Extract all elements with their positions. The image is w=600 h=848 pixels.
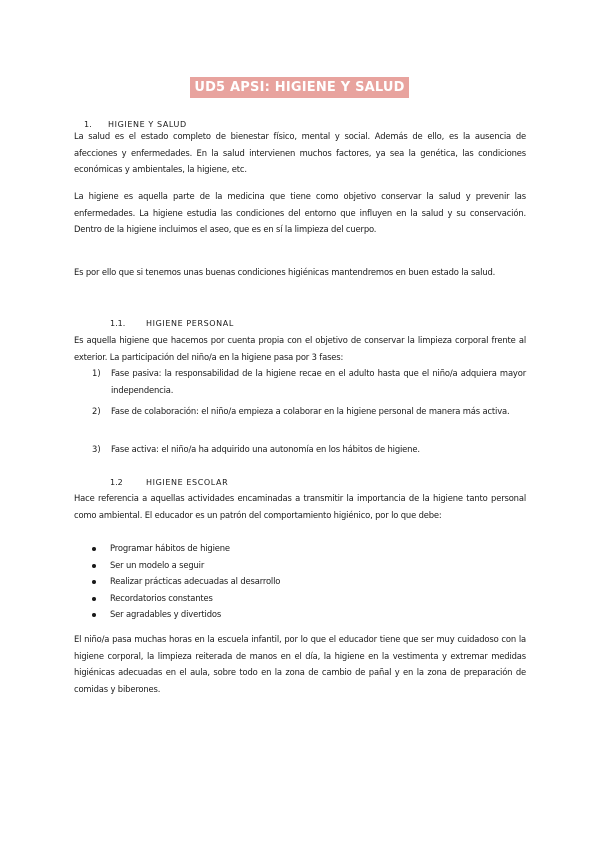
subsection-heading: HIGIENE PERSONAL <box>146 319 234 328</box>
paragraph: Hace referencia a aquellas actividades encaminadas a transmitir la importancia de la higiene tanto personal como ambiental. El educador es un patrón del comportamiento higiénico, por lo que debe: <box>74 493 526 520</box>
list-item: Programar hábitos de higiene <box>110 543 230 553</box>
bullet-dot-icon <box>92 580 96 584</box>
bullet-dot-icon <box>92 613 96 617</box>
document-title: UD5 APSI: HIGIENE Y SALUD <box>190 77 409 98</box>
subsection-heading: HIGIENE ESCOLAR <box>146 478 229 487</box>
paragraph: La higiene es aquella parte de la medicina que tiene como objetivo conservar la salud y prevenir las enfermedades. La higiene estudia las condiciones del entorno que influyen en la salud y su conservación. Dentro de la higiene incluimos el aseo, que es en sí la limpieza del cuerpo. <box>74 191 526 234</box>
bullet-dot-icon <box>92 597 96 601</box>
list-number: 2) <box>92 406 101 416</box>
subsection-number: 1.1. <box>110 319 126 328</box>
section-number: 1. <box>84 120 92 129</box>
list-item: Ser un modelo a seguir <box>110 560 205 570</box>
bullet-dot-icon <box>92 547 96 551</box>
paragraph: Es por ello que si tenemos unas buenas condiciones higiénicas mantendremos en buen estado la salud. <box>74 267 496 277</box>
paragraph: Es aquella higiene que hacemos por cuenta propia con el objetivo de conservar la limpieza corporal frente al exterior. La participación del niño/a en la higiene pasa por 3 fases: <box>74 335 526 362</box>
list-item: Fase de colaboración: el niño/a empieza a colaborar en la higiene personal de manera más activa. <box>111 406 510 416</box>
list-item: Recordatorios constantes <box>110 593 213 603</box>
list-item: Fase pasiva: la responsabilidad de la higiene recae en el adulto hasta que el niño/a adquiera mayor independencia. <box>111 368 526 395</box>
list-item: Fase activa: el niño/a ha adquirido una autonomía en los hábitos de higiene. <box>111 444 420 454</box>
list-number: 3) <box>92 444 101 454</box>
subsection-number: 1.2 <box>110 478 123 487</box>
section-heading: HIGIENE Y SALUD <box>108 120 187 129</box>
list-item: Ser agradables y divertidos <box>110 609 222 619</box>
list-item: Realizar prácticas adecuadas al desarrollo <box>110 576 281 586</box>
paragraph: La salud es el estado completo de bienestar físico, mental y social. Además de ello, es la ausencia de afecciones y enfermedades. En la salud intervienen muchos factores, ya sea la genética, las condiciones económicas y ambientales, la higiene, etc. <box>74 131 526 174</box>
list-number: 1) <box>92 368 101 378</box>
bullet-dot-icon <box>92 564 96 568</box>
paragraph: El niño/a pasa muchas horas en la escuela infantil, por lo que el educador tiene que ser muy cuidadoso con la higiene corporal, la limpieza reiterada de manos en el día, la higiene en la vestimenta y extremar medidas higiénicas adecuadas en el aula, sobre todo en la zona de cambio de pañal y en la zona de preparación de comidas y biberones. <box>74 634 526 694</box>
